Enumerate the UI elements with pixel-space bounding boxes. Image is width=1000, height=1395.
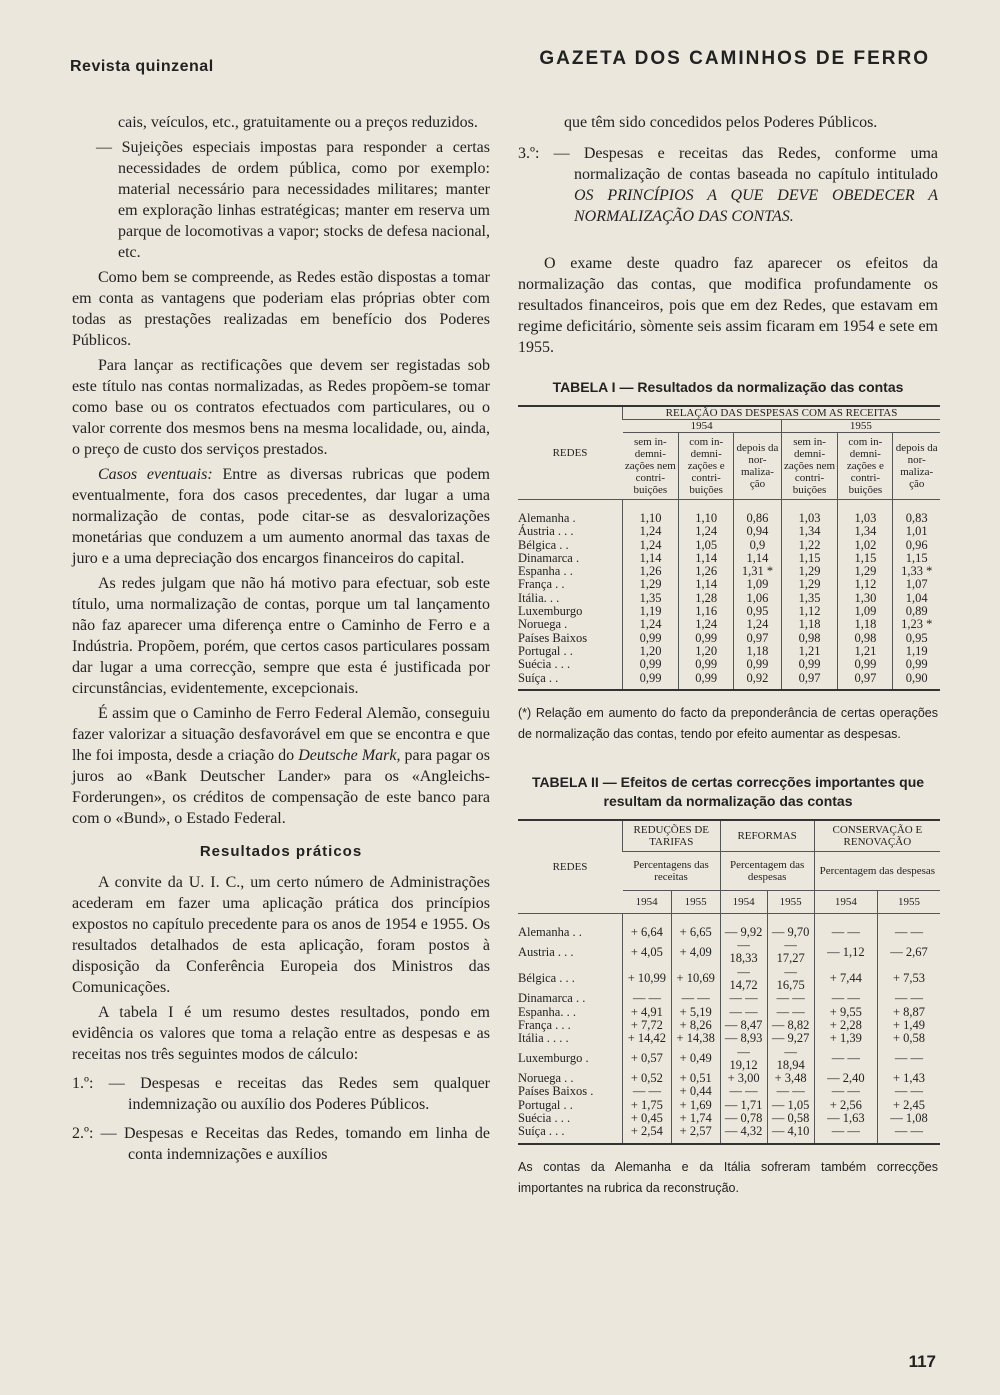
rede-name: Espanha . .: [518, 564, 573, 579]
table2-percent-header: Percentagem das despesas: [720, 851, 814, 890]
rede-name: Itália. . .: [518, 590, 560, 605]
table-cell: + 1,49: [877, 1019, 940, 1032]
italic-term: Deutsche Mark,: [298, 747, 401, 764]
table2-year-header: 1955: [671, 890, 720, 913]
table2-group-header: REDUÇÕES DE TARIFAS: [623, 820, 721, 852]
table-cell: — 8,47: [720, 1019, 767, 1032]
italic-title: OS PRINCÍPIOS A QUE DEVE OBEDECER A NORMALIZAÇÃO DAS CONTAS.: [574, 187, 938, 225]
rede-name: Alemanha .: [518, 511, 576, 525]
table-cell: + 2,54: [623, 1125, 672, 1143]
table-row: [518, 1112, 940, 1125]
rede-name: Luxemburgo .: [518, 1051, 589, 1066]
rede-name: Dinamarca .: [518, 550, 580, 565]
table-row: [518, 1099, 940, 1112]
paragraph: — Sujeições especiais impostas para responder a certas necessidades de ordem pública, como por exemplo: material necessário para necessidades militares; manter em exploração linhas estratégicas; manter em reserva um parque de locomotivas a vapor; stocks de defesa nacional, etc.: [96, 139, 490, 261]
table-cell: 1,35: [781, 592, 838, 605]
table-row: [518, 966, 940, 993]
table-cell: 0,86: [734, 500, 782, 526]
table-cell: — —: [767, 1085, 814, 1098]
table-cell: — 4,32: [720, 1125, 767, 1143]
rede-name: Países Baixos: [518, 630, 588, 645]
table-cell: 1,35: [623, 592, 679, 605]
table-cell: — 1,05: [767, 1099, 814, 1112]
paragraph: As redes julgam que não há motivo para efectuar, sob este título, uma normalização de contas, porque um tal lançamento não faz aparecer uma diferença entre o Caminho de Ferro e a Indústria. Propõem, porém, que certos casos particulares possam dar lugar a uma correcção, sempre que esta é justificada por circunstâncias, evidentemente, excepcionais.: [72, 575, 490, 697]
table-cell: — 9,27: [767, 1032, 814, 1045]
table-cell: + 1,75: [623, 1099, 672, 1112]
table-cell: — 9,70: [767, 913, 814, 939]
table-cell: — 16,75: [767, 966, 814, 993]
numbered-item: 2.º: — Despesas e Receitas das Redes, tomando em linha de conta indemnizações e auxílios: [72, 1125, 490, 1163]
table-cell: 1,18: [734, 645, 782, 658]
paragraph: [72, 703, 490, 829]
table-row: [518, 525, 940, 538]
table1-group-header: RELAÇÃO DAS DESPESAS COM AS RECEITAS: [623, 406, 941, 420]
table1-title: TABELA I — Resultados da normalização das contas: [552, 379, 904, 395]
table1-subheader: depois da nor-maliza-ção: [893, 433, 940, 500]
rede-name: Portugal . .: [518, 643, 573, 658]
table-row: [518, 605, 940, 618]
table-cell: — 1,08: [877, 1112, 940, 1125]
italic-lead: Casos eventuais:: [98, 466, 213, 483]
table-cell: + 14,42: [623, 1032, 672, 1045]
table-cell: — —: [767, 992, 814, 1005]
table-cell: + 9,55: [814, 1006, 877, 1019]
table-cell: — 18,33: [720, 939, 767, 966]
table-cell: + 4,91: [623, 1006, 672, 1019]
table2-footnote: As contas da Alemanha e da Itália sofreram também correcções importantes na rubrica da reconstrução.: [518, 1159, 938, 1195]
table-cell: 1,03: [781, 500, 838, 526]
table2-year-header: 1955: [877, 890, 940, 913]
paragraph: [72, 464, 490, 569]
table-cell: + 2,45: [877, 1099, 940, 1112]
table-row: [518, 1125, 940, 1143]
table-cell: 0,99: [623, 672, 679, 690]
table-cell: — —: [877, 1085, 940, 1098]
table-cell: 1,03: [838, 500, 893, 526]
table-cell: 0,99: [623, 632, 679, 645]
rede-name: Espanha. . .: [518, 1004, 576, 1019]
table-row: [518, 500, 940, 526]
table-cell: + 14,38: [671, 1032, 720, 1045]
paragraph-text: É assim que o Caminho de Ferro Federal Alemão, conseguiu fazer valorizar a situação desfavorável em que se encontra e que lhe foi imposta, desde a criação do: [72, 705, 490, 764]
table-row: [518, 632, 940, 645]
table-row: [518, 913, 940, 939]
table2-redes-header: REDES: [518, 820, 623, 914]
table2-group-header: REFORMAS: [720, 820, 814, 852]
table2-year-header: 1955: [767, 890, 814, 913]
table-cell: + 3,48: [767, 1072, 814, 1085]
table-cell: + 2,57: [671, 1125, 720, 1143]
table-cell: 1,14: [734, 552, 782, 565]
table-cell: 0,99: [623, 658, 679, 671]
table-row: [518, 658, 940, 671]
table-cell: 0,99: [679, 658, 734, 671]
table-cell: — 2,40: [814, 1072, 877, 1085]
table-cell: + 6,65: [671, 913, 720, 939]
table-cell: 0,99: [679, 672, 734, 690]
rede-name: Suécia . . .: [518, 1111, 571, 1126]
table-cell: 1,28: [679, 592, 734, 605]
table-cell: 1,20: [679, 645, 734, 658]
table-cell: 1,31 *: [734, 565, 782, 578]
table-cell: 1,30: [838, 592, 893, 605]
table2-group-header: CONSERVAÇÃO E RENOVAÇÃO: [814, 820, 940, 852]
table-cell: + 0,57: [623, 1046, 672, 1073]
table-cell: 0,99: [734, 658, 782, 671]
table-cell: — —: [877, 1125, 940, 1143]
table-cell: 1,18: [781, 618, 838, 631]
table-cell: — —: [877, 1046, 940, 1073]
table-cell: 1,10: [623, 500, 679, 526]
table-cell: — 1,12: [814, 939, 877, 966]
table-row: [518, 992, 940, 1005]
rede-name: Bélgica . . .: [518, 971, 575, 986]
table-row: [518, 592, 940, 605]
paragraph: A tabela I é um resumo destes resultados, pondo em evidência os valores que toma a relação entre as despesas e as receitas nos três seguintes modos de cálculo:: [72, 1004, 490, 1063]
rede-name: Portugal . .: [518, 1097, 573, 1112]
table-cell: 1,20: [623, 645, 679, 658]
table-cell: — 19,12: [720, 1046, 767, 1073]
table-cell: — —: [720, 1006, 767, 1019]
paragraph-text: 3.º: — Despesas e receitas das Redes, conforme uma normalização de contas baseada no capítulo intitulado: [518, 145, 938, 183]
table-cell: — 9,92: [720, 913, 767, 939]
numbered-item: 1.º: — Despesas e receitas das Redes sem qualquer indemnização ou auxílio dos Poderes Públicos.: [72, 1075, 490, 1113]
rede-name: Alemanha . .: [518, 924, 582, 939]
table-cell: 1,21: [781, 645, 838, 658]
table-row: [518, 578, 940, 591]
table-cell: 1,14: [623, 552, 679, 565]
table-cell: 0,97: [781, 672, 838, 690]
table-cell: + 7,72: [623, 1019, 672, 1032]
running-header-right: GAZETA DOS CAMINHOS DE FERRO: [539, 48, 930, 69]
rede-name: Noruega . .: [518, 1071, 574, 1086]
table-row: [518, 1006, 940, 1019]
rede-name: Dinamarca . .: [518, 991, 586, 1006]
table-cell: — 8,93: [720, 1032, 767, 1045]
table-cell: 1,16: [679, 605, 734, 618]
table-cell: — —: [814, 1046, 877, 1073]
table-cell: — 18,94: [767, 1046, 814, 1073]
table-cell: — —: [671, 992, 720, 1005]
table-cell: 1,19: [623, 605, 679, 618]
paragraph-text: Entre as diversas rubricas que podem eventualmente, fora dos casos precedentes, dar lugar a uma normalização de contas, pode citar-se as desvalorizações monetárias que conduzem a um aumento anormal das taxas de juro e a uma depreciação dos encargos financeiros do capital.: [72, 466, 490, 567]
table-cell: 1,06: [734, 592, 782, 605]
table-cell: — 0,78: [720, 1112, 767, 1125]
table-cell: 1,24: [734, 618, 782, 631]
table1: [518, 405, 940, 691]
table-cell: 0,99: [679, 632, 734, 645]
table-cell: + 4,05: [623, 939, 672, 966]
table-cell: 1,21: [838, 645, 893, 658]
table1-year-header: 1954: [623, 420, 782, 433]
table-cell: 1,10: [679, 500, 734, 526]
table-row: [518, 565, 940, 578]
table-row: [518, 645, 940, 658]
paragraph: cais, veículos, etc., gratuitamente ou a preços reduzidos.: [118, 114, 478, 131]
table-row: [518, 1072, 940, 1085]
table-cell: + 6,64: [623, 913, 672, 939]
rede-name: Luxemburgo: [518, 604, 583, 619]
rede-name: França . . .: [518, 1017, 571, 1032]
table2-percent-header: Percentagens das receitas: [623, 851, 721, 890]
table1-year-header: 1955: [781, 420, 940, 433]
table-cell: 1,15: [838, 552, 893, 565]
paragraph: Como bem se compreende, as Redes estão dispostas a tomar em conta as vantagens que poderiam elas próprias obter com todas as prestações realizadas em benefício dos Poderes Públicos.: [72, 269, 490, 349]
table-row: [518, 552, 940, 565]
table-cell: 0,95: [893, 632, 940, 645]
table-cell: 1,04: [893, 592, 940, 605]
table-cell: — —: [814, 913, 877, 939]
table-cell: — 1,71: [720, 1099, 767, 1112]
table-cell: + 0,52: [623, 1072, 672, 1085]
rede-name: Suíça . . .: [518, 1124, 565, 1139]
table-cell: 0,83: [893, 500, 940, 526]
table-cell: 1,24: [623, 539, 679, 552]
table-cell: — 0,58: [767, 1112, 814, 1125]
table-cell: 1,01: [893, 525, 940, 538]
table-cell: 1,29: [838, 565, 893, 578]
table-cell: 0,97: [838, 672, 893, 690]
table-cell: 0,9: [734, 539, 782, 552]
table2-title: TABELA II — Efeitos de certas correcções importantes que resultam da normalização das contas: [531, 773, 925, 809]
paragraph: A convite da U. I. C., um certo número de Administrações acederam em fazer uma aplicação prática dos princípios expostos no capítulo precedente para os anos de 1954 e 1955. Os resultados detalhados de esta aplicação, foram postos à disposição da Conferência Europeia dos Ministros das Comunicações.: [72, 874, 490, 996]
rede-name: Áustria . . .: [518, 524, 574, 539]
table-cell: 1,24: [623, 618, 679, 631]
paragraph-text: para pagar os juros ao «Bank Deutscher Lander» para os «Angleichs-Forderungen», os créditos de compensação de este banco para com o «Bund», o Estado Federal.: [72, 747, 490, 827]
table-cell: 1,12: [781, 605, 838, 618]
table-cell: 1,34: [781, 525, 838, 538]
table-cell: + 2,56: [814, 1099, 877, 1112]
table-cell: + 1,74: [671, 1112, 720, 1125]
table-cell: + 0,51: [671, 1072, 720, 1085]
table-row: [518, 1046, 940, 1073]
table-cell: — 8,82: [767, 1019, 814, 1032]
table-row: [518, 1019, 940, 1032]
table-cell: 1,09: [838, 605, 893, 618]
table1-subheader: sem in-demni-zações nem contri-buições: [781, 433, 838, 500]
table-cell: — —: [877, 992, 940, 1005]
table1-redes-header: REDES: [518, 406, 623, 500]
table-cell: + 5,19: [671, 1006, 720, 1019]
table-cell: — —: [877, 913, 940, 939]
table-cell: — —: [814, 1125, 877, 1143]
table-cell: 0,99: [838, 658, 893, 671]
table-cell: 1,19: [893, 645, 940, 658]
table-row: [518, 1085, 940, 1098]
table-cell: + 7,53: [877, 966, 940, 993]
paragraph: O exame deste quadro faz aparecer os efeitos da normalização das contas, que modifica profundamente os resultados financeiros, pois que em dez Redes, que estavam em regime deficitário, sòmente seis assim ficaram em 1954 e sete em 1955.: [518, 255, 938, 356]
table-cell: + 0,45: [623, 1112, 672, 1125]
table-cell: + 2,28: [814, 1019, 877, 1032]
table-cell: 0,92: [734, 672, 782, 690]
table-cell: — 2,67: [877, 939, 940, 966]
paragraph: Para lançar as rectificações que devem ser registadas sob este título nas contas normalizadas, as Redes propõem-se tomar como base ou os contratos efectuados com particulares, ou o valor corrente dos mesmos bens na mesma localidade, ou, ainda, o preço de custo dos serviços prestados.: [72, 357, 490, 458]
table-cell: 1,14: [679, 552, 734, 565]
rede-name: França . .: [518, 577, 565, 592]
rede-name: Países Baixos .: [518, 1084, 594, 1099]
table-cell: 1,14: [679, 578, 734, 591]
numbered-item: [518, 143, 938, 227]
table-cell: 1,15: [893, 552, 940, 565]
table-cell: 0,97: [734, 632, 782, 645]
rede-name: Austria . . .: [518, 944, 574, 959]
table1-footnote: (*) Relação em aumento do facto da preponderância de certas operações de normalização das contas, tendo por efeito aumentar as despesas.: [518, 705, 938, 741]
table-cell: — —: [767, 1006, 814, 1019]
table-cell: — —: [814, 992, 877, 1005]
table-cell: + 10,99: [623, 966, 672, 993]
left-column: [72, 112, 490, 1169]
table-cell: — —: [814, 1085, 877, 1098]
table-cell: — —: [720, 1085, 767, 1098]
table-row: [518, 618, 940, 631]
table-cell: + 8,87: [877, 1006, 940, 1019]
table1-subheader: com in-demni-zações e contri-buições: [679, 433, 734, 500]
table-cell: 1,15: [781, 552, 838, 565]
table2-percent-header: Percentagem das despesas: [814, 851, 940, 890]
table-row: [518, 939, 940, 966]
table-cell: 1,34: [838, 525, 893, 538]
table-cell: — —: [720, 992, 767, 1005]
table-cell: + 0,44: [671, 1085, 720, 1098]
table-cell: — 1,63: [814, 1112, 877, 1125]
table-cell: + 7,44: [814, 966, 877, 993]
table-cell: 1,29: [781, 578, 838, 591]
table-cell: 1,24: [679, 618, 734, 631]
table-cell: — 14,72: [720, 966, 767, 993]
table-cell: + 8,26: [671, 1019, 720, 1032]
table-cell: 0,99: [781, 658, 838, 671]
table-cell: + 1,39: [814, 1032, 877, 1045]
table2-year-header: 1954: [623, 890, 672, 913]
table-cell: 1,24: [679, 525, 734, 538]
rede-name: Noruega .: [518, 617, 568, 632]
table2-year-header: 1954: [814, 890, 877, 913]
table-cell: 1,26: [679, 565, 734, 578]
table-cell: 1,29: [623, 578, 679, 591]
table-cell: 1,29: [781, 565, 838, 578]
table-cell: 1,33 *: [893, 565, 940, 578]
right-column: [518, 112, 938, 1199]
table-cell: 0,95: [734, 605, 782, 618]
table-cell: — —: [623, 992, 672, 1005]
table-row: [518, 539, 940, 552]
table-row: [518, 1032, 940, 1045]
table-row: [518, 672, 940, 690]
table-cell: 1,18: [838, 618, 893, 631]
table-cell: 0,98: [838, 632, 893, 645]
table-cell: + 0,58: [877, 1032, 940, 1045]
table-cell: 0,98: [781, 632, 838, 645]
table-cell: 1,22: [781, 539, 838, 552]
paragraph: que têm sido concedidos pelos Poderes Públicos.: [564, 114, 878, 131]
page-number: 117: [908, 1352, 936, 1371]
table-cell: + 3,00: [720, 1072, 767, 1085]
table-cell: 0,90: [893, 672, 940, 690]
table-cell: 0,89: [893, 605, 940, 618]
table1-subheader: com in-demni-zações e contri-buições: [838, 433, 893, 500]
table-cell: + 0,49: [671, 1046, 720, 1073]
rede-name: Suíça . .: [518, 670, 559, 685]
running-header-left: Revista quinzenal: [70, 58, 214, 75]
table-cell: — 4,10: [767, 1125, 814, 1143]
table-cell: 1,12: [838, 578, 893, 591]
table-cell: + 1,43: [877, 1072, 940, 1085]
table-cell: 1,23 *: [893, 618, 940, 631]
table-cell: 1,09: [734, 578, 782, 591]
table-cell: — 17,27: [767, 939, 814, 966]
table-cell: + 4,09: [671, 939, 720, 966]
table-cell: 1,24: [623, 525, 679, 538]
table1-subheader: sem in-demni-zações nem contri-buições: [623, 433, 679, 500]
table-cell: 0,96: [893, 539, 940, 552]
table-cell: + 1,69: [671, 1099, 720, 1112]
table-cell: — —: [623, 1085, 672, 1098]
section-heading: Resultados práticos: [199, 843, 363, 860]
rede-name: Itália . . . .: [518, 1031, 569, 1046]
table2-year-header: 1954: [720, 890, 767, 913]
table1-subheader: depois da nor-maliza-ção: [734, 433, 782, 500]
table2: [518, 819, 940, 1145]
table-cell: 1,26: [623, 565, 679, 578]
table-cell: + 10,69: [671, 966, 720, 993]
table-cell: 1,07: [893, 578, 940, 591]
table-cell: 0,94: [734, 525, 782, 538]
rede-name: Bélgica . .: [518, 537, 569, 552]
table-cell: 1,05: [679, 539, 734, 552]
table-cell: 1,02: [838, 539, 893, 552]
table-cell: 0,99: [893, 658, 940, 671]
rede-name: Suécia . . .: [518, 657, 571, 672]
